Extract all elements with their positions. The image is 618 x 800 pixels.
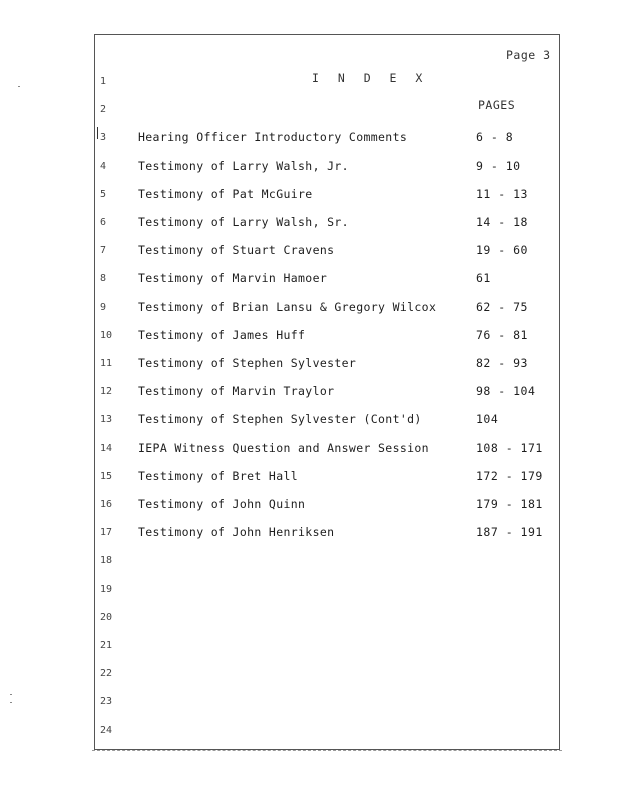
entry-title: Testimony of John Quinn <box>138 497 306 511</box>
line-number: 15 <box>100 470 113 482</box>
entry-pages: 61 <box>476 271 491 286</box>
scan-speck <box>10 702 12 703</box>
entry-pages: 172 - 179 <box>476 468 543 483</box>
scan-speck <box>18 86 20 87</box>
entry-pages: 11 - 13 <box>476 186 528 201</box>
line-number: 17 <box>100 527 113 539</box>
line-number: 24 <box>100 724 113 736</box>
line-number: 6 <box>100 217 107 228</box>
line-number: 2 <box>100 104 107 116</box>
entry-title: Testimony of Bret Hall <box>138 468 299 483</box>
line-number: 5 <box>100 188 107 200</box>
entry-title: Testimony of Brian Lansu & Gregory Wilcox <box>138 299 437 314</box>
line-number: 19 <box>100 583 113 595</box>
entry-title: Testimony of Stuart Cravens <box>138 243 335 258</box>
index-title: I N D E X <box>312 71 429 85</box>
line-number: 14 <box>100 442 113 454</box>
entry-title: Testimony of Marvin Traylor <box>138 384 335 399</box>
entry-pages: 187 - 191 <box>476 525 543 540</box>
entry-title: Testimony of John Henriksen <box>138 525 335 540</box>
entry-pages: 19 - 60 <box>476 243 528 258</box>
entry-title: Testimony of Pat McGuire <box>138 186 313 201</box>
entry-pages: 6 - 8 <box>476 130 514 145</box>
line-number: 10 <box>100 329 113 341</box>
line-number: 21 <box>100 640 113 651</box>
entry-pages: 98 - 104 <box>476 384 536 399</box>
entry-pages: 76 - 81 <box>476 327 528 342</box>
entry-title: IEPA Witness Question and Answer Session <box>138 440 429 455</box>
entry-pages: 179 - 181 <box>476 497 543 511</box>
line-number: 12 <box>100 386 113 398</box>
entry-title: Testimony of James Huff <box>138 327 306 342</box>
entry-pages: 104 <box>476 412 499 427</box>
line-number: 4 <box>100 160 107 172</box>
entry-title: Testimony of Stephen Sylvester <box>138 356 357 370</box>
line-number: 22 <box>100 668 113 680</box>
line-number: 13 <box>100 414 113 426</box>
line-number: 16 <box>100 499 113 510</box>
pages-column-header: PAGES <box>478 98 516 112</box>
line-number: 7 <box>100 245 107 257</box>
line-number: 18 <box>100 555 113 567</box>
entry-title: Testimony of Larry Walsh, Jr. <box>138 158 349 173</box>
line-number: 8 <box>100 273 107 285</box>
entry-title: Testimony of Marvin Hamoer <box>138 271 328 286</box>
page-number: Page 3 <box>506 48 551 62</box>
line-number: 20 <box>100 611 113 623</box>
scan-speck <box>10 694 12 695</box>
entry-title: Testimony of Larry Walsh, Sr. <box>138 215 349 229</box>
entry-pages: 14 - 18 <box>476 215 528 229</box>
line-number: 3 <box>100 132 107 144</box>
line-number: 23 <box>100 696 113 708</box>
entry-pages: 9 - 10 <box>476 158 521 173</box>
entry-pages: 62 - 75 <box>476 299 528 314</box>
entry-title: Testimony of Stephen Sylvester (Cont'd) <box>138 412 422 427</box>
line-number: 1 <box>100 76 107 87</box>
line-number: 11 <box>100 358 113 369</box>
page-bottom-edge <box>92 750 562 751</box>
entry-pages: 82 - 93 <box>476 356 528 370</box>
entry-pages: 108 - 171 <box>476 440 543 455</box>
line-number: 9 <box>100 301 107 313</box>
entry-title: Hearing Officer Introductory Comments <box>138 130 408 145</box>
margin-mark <box>97 127 98 139</box>
